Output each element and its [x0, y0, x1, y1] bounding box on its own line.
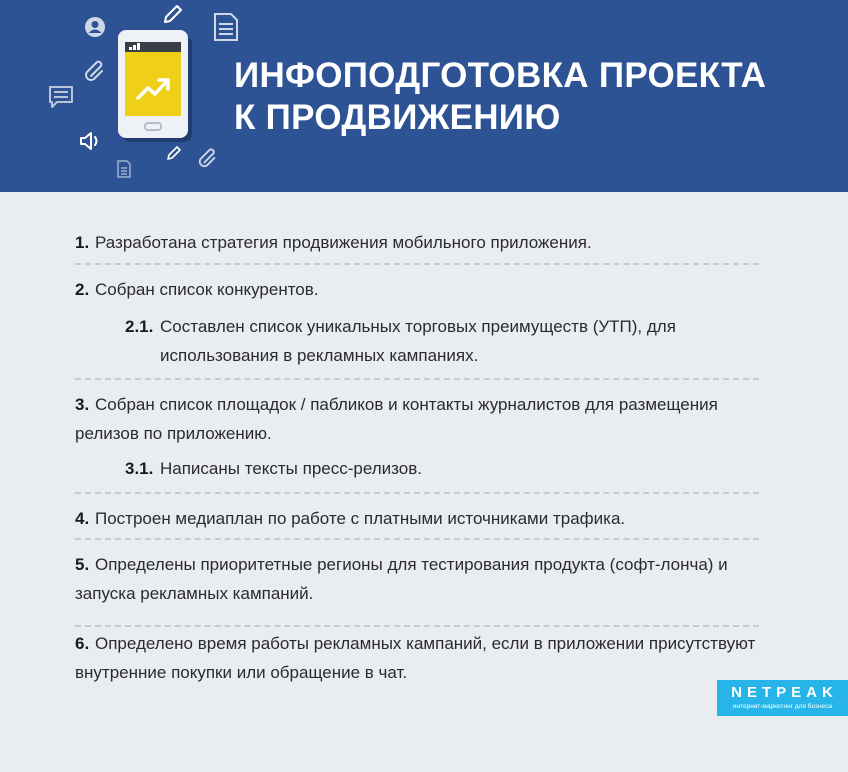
item-number: 2.	[75, 280, 90, 299]
item-text: Собран список конкурентов.	[95, 280, 319, 299]
item-text: Составлен список уникальных торговых преимуществ (УТП), для использования в рекламных кампаниях.	[160, 317, 676, 365]
item-number: 2.1.	[125, 317, 154, 336]
list-item	[75, 629, 765, 687]
list-item	[75, 275, 765, 304]
item-number: 6.	[75, 634, 90, 653]
list-item	[75, 550, 765, 608]
item-text: Собран список площадок / пабликов и контакты журналистов для размещения релизов по приложению.	[75, 395, 718, 443]
item-number: 3.	[75, 395, 90, 414]
item-text: Построен медиаплан по работе с платными источниками трафика.	[95, 509, 626, 528]
item-text: Определено время работы рекламных кампаний, если в приложении присутствуют внутренние покупки или обращение в чат.	[75, 634, 756, 682]
user-icon	[84, 16, 106, 38]
divider	[75, 625, 759, 627]
divider	[75, 263, 759, 265]
trend-up-icon	[134, 74, 174, 104]
pencil-icon	[160, 3, 184, 27]
list-item	[125, 454, 745, 483]
netpeak-logo	[717, 680, 848, 716]
divider	[75, 538, 759, 540]
list-item	[125, 312, 745, 370]
title-line-2: К ПРОДВИЖЕНИЮ	[234, 98, 561, 137]
document-icon	[212, 12, 240, 42]
divider	[75, 378, 759, 380]
item-number: 4.	[75, 509, 90, 528]
item-text: Определены приоритетные регионы для тестирования продукта (софт-лонча) и запуска рекламных кампаний.	[75, 555, 728, 603]
item-number: 3.1.	[125, 459, 154, 478]
item-text: Разработана стратегия продвижения мобильного приложения.	[95, 233, 592, 252]
title-line-1: ИНФОПОДГОТОВКА ПРОЕКТА	[234, 56, 767, 95]
item-number: 1.	[75, 233, 90, 252]
list-item	[75, 504, 765, 533]
pencil-icon	[166, 145, 182, 161]
sound-icon	[79, 130, 103, 152]
page-title	[234, 55, 766, 139]
chat-icon	[48, 84, 74, 110]
document-icon	[116, 160, 132, 178]
divider	[75, 492, 759, 494]
list-item	[75, 390, 770, 448]
item-number: 5.	[75, 555, 90, 574]
paperclip-icon	[197, 146, 219, 168]
paperclip-icon	[83, 58, 107, 82]
header-banner	[0, 0, 848, 192]
logo-brand: NETPEAK	[731, 684, 838, 701]
list-item	[75, 228, 765, 257]
item-text: Написаны тексты пресс-релизов.	[160, 459, 422, 478]
logo-tagline: интернет-маркетинг для бизнеса	[732, 703, 833, 710]
